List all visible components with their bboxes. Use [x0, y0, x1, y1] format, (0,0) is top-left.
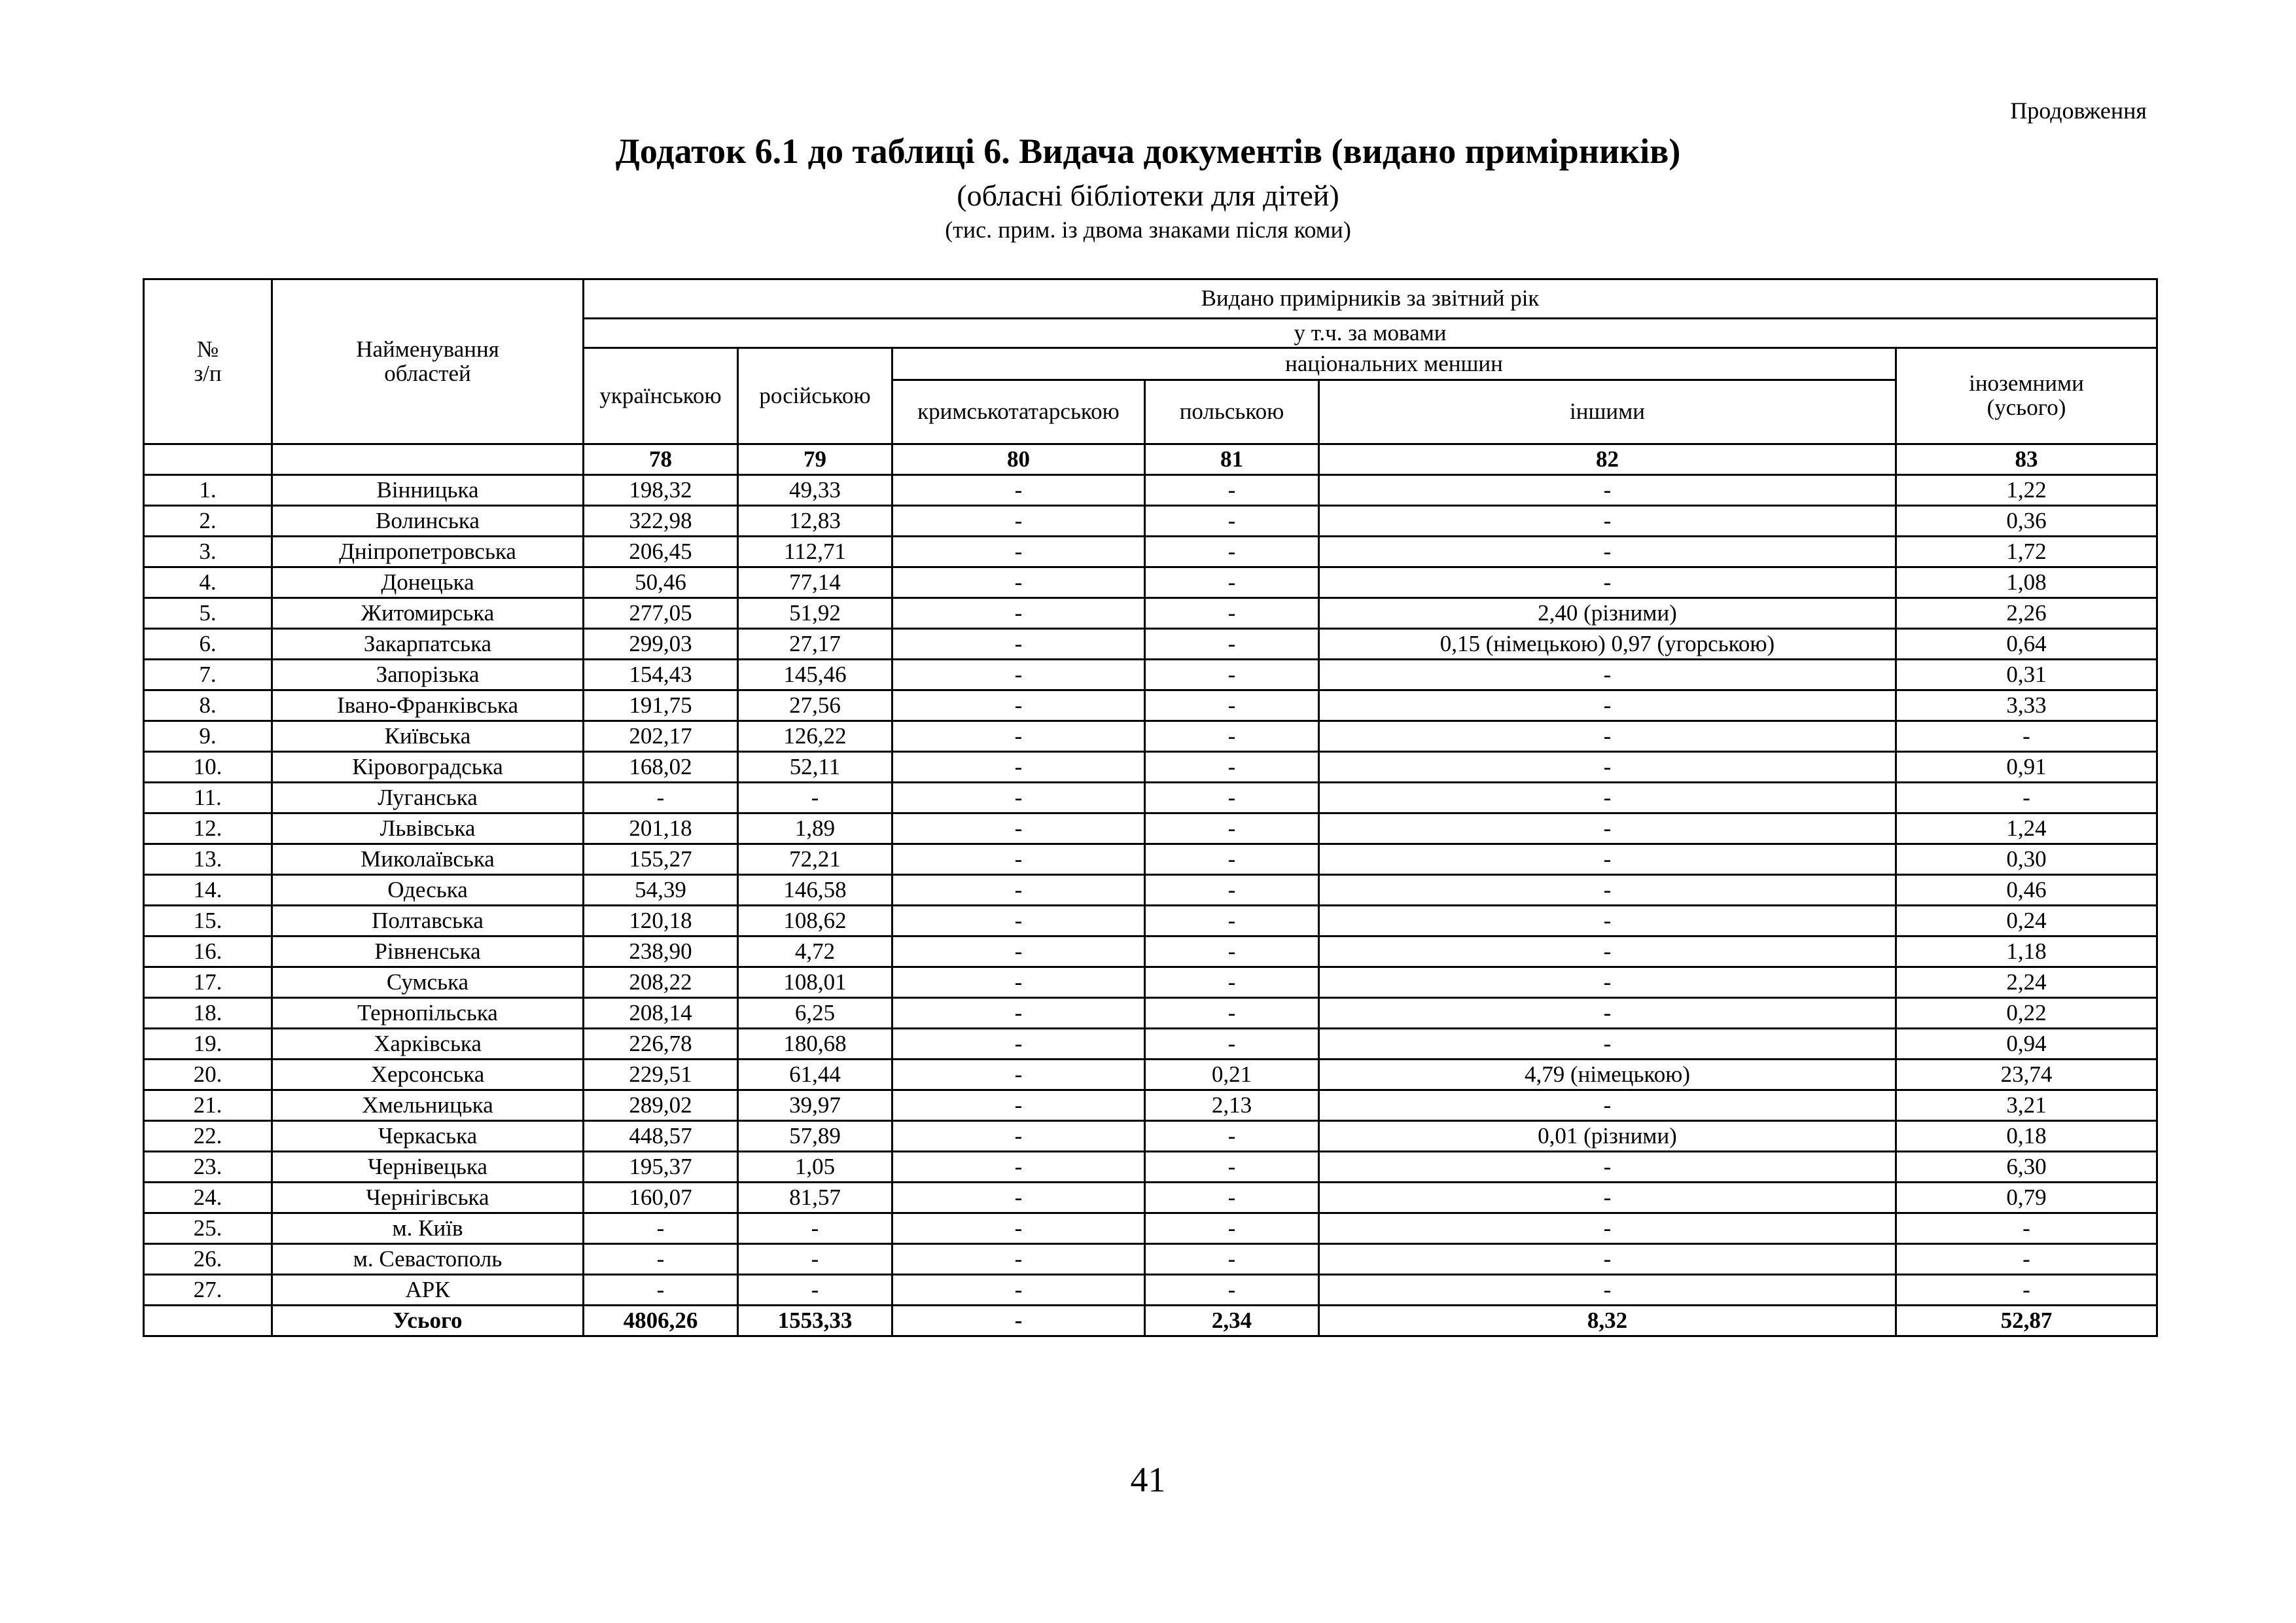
cell-polish: -	[1145, 721, 1319, 752]
cell-polish: -	[1145, 752, 1319, 783]
cell-ukrainian: 4806,26	[584, 1306, 738, 1336]
column-number: 82	[1319, 444, 1896, 475]
cell-polish: -	[1145, 875, 1319, 906]
cell-ukrainian: 277,05	[584, 598, 738, 629]
cell-region-name: Миколаївська	[272, 844, 584, 875]
cell-russian: 112,71	[738, 537, 892, 567]
table-row	[144, 1152, 2157, 1183]
cell-ukrainian: 155,27	[584, 844, 738, 875]
table-row	[144, 690, 2157, 721]
cell-other: 0,01 (різними)	[1319, 1121, 1896, 1152]
table-row	[144, 783, 2157, 813]
cell-other: -	[1319, 1029, 1896, 1060]
cell-region-name: м. Київ	[272, 1213, 584, 1244]
cell-foreign: 6,30	[1896, 1152, 2157, 1183]
cell-crimean-tatar: -	[892, 1029, 1145, 1060]
table-row	[144, 1060, 2157, 1090]
cell-foreign: 0,64	[1896, 629, 2157, 660]
cell-number: 20.	[144, 1060, 272, 1090]
cell-foreign: -	[1896, 1213, 2157, 1244]
cell-foreign: 3,33	[1896, 690, 2157, 721]
cell-ukrainian: 226,78	[584, 1029, 738, 1060]
table-row	[144, 1090, 2157, 1121]
cell-russian: 126,22	[738, 721, 892, 752]
cell-foreign: 0,31	[1896, 660, 2157, 690]
cell-number: 22.	[144, 1121, 272, 1152]
cell-number: 19.	[144, 1029, 272, 1060]
column-number-row	[144, 444, 2157, 475]
table-row	[144, 844, 2157, 875]
cell-other: -	[1319, 1275, 1896, 1306]
units-note: (тис. прим. із двома знаками після коми)	[945, 217, 1351, 243]
cell-other: -	[1319, 906, 1896, 936]
cell-polish: -	[1145, 506, 1319, 537]
header-crimean-tatar: кримськотатарською	[892, 380, 1145, 444]
header-foreign-line2: (усього)	[1987, 395, 2066, 420]
cell-other: -	[1319, 1183, 1896, 1213]
header-number-line1: №	[196, 336, 219, 362]
cell-region-name: м. Севастополь	[272, 1244, 584, 1275]
table-row	[144, 1275, 2157, 1306]
header-russian: російською	[738, 348, 892, 444]
cell-number: 12.	[144, 813, 272, 844]
cell-ukrainian: 191,75	[584, 690, 738, 721]
cell-other: -	[1319, 875, 1896, 906]
cell-foreign: 3,21	[1896, 1090, 2157, 1121]
cell-ukrainian: 289,02	[584, 1090, 738, 1121]
cell-polish: -	[1145, 598, 1319, 629]
cell-foreign: 1,18	[1896, 936, 2157, 967]
column-number: 81	[1145, 444, 1319, 475]
table-row	[144, 875, 2157, 906]
cell-polish: -	[1145, 537, 1319, 567]
cell-number: 3.	[144, 537, 272, 567]
header-number-line2: з/п	[194, 360, 222, 386]
table-row	[144, 1244, 2157, 1275]
column-number-blank	[272, 444, 584, 475]
cell-crimean-tatar: -	[892, 690, 1145, 721]
cell-ukrainian: -	[584, 783, 738, 813]
cell-polish: -	[1145, 475, 1319, 506]
cell-russian: 6,25	[738, 998, 892, 1029]
cell-region-name: Київська	[272, 721, 584, 752]
cell-crimean-tatar: -	[892, 752, 1145, 783]
cell-foreign: 0,22	[1896, 998, 2157, 1029]
cell-polish: -	[1145, 1275, 1319, 1306]
cell-number: 17.	[144, 967, 272, 998]
header-region-line1: Найменування	[356, 336, 499, 362]
cell-ukrainian: 229,51	[584, 1060, 738, 1090]
header-issued: Видано примірників за звітний рік	[584, 279, 2157, 319]
cell-ukrainian: 168,02	[584, 752, 738, 783]
header-minorities: національних меншин	[892, 348, 1896, 380]
cell-number: 23.	[144, 1152, 272, 1183]
cell-polish: -	[1145, 567, 1319, 598]
cell-region-name: Кіровоградська	[272, 752, 584, 783]
cell-foreign: 0,36	[1896, 506, 2157, 537]
header-ukrainian: українською	[584, 348, 738, 444]
cell-russian: 4,72	[738, 936, 892, 967]
cell-region-name: Запорізька	[272, 660, 584, 690]
cell-foreign: 0,79	[1896, 1183, 2157, 1213]
cell-polish: -	[1145, 629, 1319, 660]
cell-crimean-tatar: -	[892, 1275, 1145, 1306]
cell-foreign: -	[1896, 783, 2157, 813]
cell-number: 7.	[144, 660, 272, 690]
cell-polish: -	[1145, 998, 1319, 1029]
cell-other: -	[1319, 1213, 1896, 1244]
table-row	[144, 475, 2157, 506]
cell-polish: -	[1145, 1244, 1319, 1275]
cell-polish: -	[1145, 1121, 1319, 1152]
cell-region-name: Рівненська	[272, 936, 584, 967]
cell-ukrainian: 160,07	[584, 1183, 738, 1213]
cell-ukrainian: -	[584, 1213, 738, 1244]
cell-polish: -	[1145, 1183, 1319, 1213]
cell-number	[144, 1306, 272, 1336]
cell-polish: -	[1145, 813, 1319, 844]
column-number: 83	[1896, 444, 2157, 475]
cell-russian: 49,33	[738, 475, 892, 506]
cell-number: 10.	[144, 752, 272, 783]
header-by-language: у т.ч. за мовами	[584, 319, 2157, 348]
table-row	[144, 629, 2157, 660]
cell-foreign: 2,24	[1896, 967, 2157, 998]
cell-foreign: 0,46	[1896, 875, 2157, 906]
cell-polish: -	[1145, 690, 1319, 721]
cell-russian: 146,58	[738, 875, 892, 906]
cell-number: 24.	[144, 1183, 272, 1213]
header-polish: польською	[1145, 380, 1319, 444]
cell-russian: -	[738, 1213, 892, 1244]
cell-crimean-tatar: -	[892, 1213, 1145, 1244]
table-row	[144, 1121, 2157, 1152]
cell-number: 18.	[144, 998, 272, 1029]
cell-foreign: -	[1896, 721, 2157, 752]
cell-russian: 1553,33	[738, 1306, 892, 1336]
header-foreign	[1896, 348, 2157, 444]
cell-russian: 145,46	[738, 660, 892, 690]
cell-polish: -	[1145, 783, 1319, 813]
cell-ukrainian: 201,18	[584, 813, 738, 844]
cell-russian: 108,62	[738, 906, 892, 936]
table-row	[144, 537, 2157, 567]
cell-russian: -	[738, 783, 892, 813]
cell-crimean-tatar: -	[892, 506, 1145, 537]
cell-polish: 0,21	[1145, 1060, 1319, 1090]
cell-number: 25.	[144, 1213, 272, 1244]
cell-other: -	[1319, 936, 1896, 967]
cell-polish: -	[1145, 660, 1319, 690]
cell-region-name: Тернопільська	[272, 998, 584, 1029]
cell-polish: -	[1145, 1152, 1319, 1183]
cell-crimean-tatar: -	[892, 967, 1145, 998]
cell-russian: 39,97	[738, 1090, 892, 1121]
cell-region-name: Сумська	[272, 967, 584, 998]
cell-other: -	[1319, 783, 1896, 813]
cell-other: -	[1319, 537, 1896, 567]
cell-region-name: Чернівецька	[272, 1152, 584, 1183]
cell-ukrainian: 238,90	[584, 936, 738, 967]
cell-number: 27.	[144, 1275, 272, 1306]
cell-crimean-tatar: -	[892, 629, 1145, 660]
cell-russian: 12,83	[738, 506, 892, 537]
cell-other: -	[1319, 813, 1896, 844]
cell-region-name: Полтавська	[272, 906, 584, 936]
cell-polish: -	[1145, 1213, 1319, 1244]
cell-region-name: Донецька	[272, 567, 584, 598]
table-row	[144, 567, 2157, 598]
cell-crimean-tatar: -	[892, 1121, 1145, 1152]
cell-crimean-tatar: -	[892, 906, 1145, 936]
cell-ukrainian: 120,18	[584, 906, 738, 936]
cell-foreign: 2,26	[1896, 598, 2157, 629]
cell-region-name: Усього	[272, 1306, 584, 1336]
cell-ukrainian: 202,17	[584, 721, 738, 752]
column-number: 79	[738, 444, 892, 475]
cell-foreign: -	[1896, 1244, 2157, 1275]
cell-region-name: Львівська	[272, 813, 584, 844]
cell-other: -	[1319, 752, 1896, 783]
cell-russian: 77,14	[738, 567, 892, 598]
table-row	[144, 598, 2157, 629]
table-row	[144, 967, 2157, 998]
total-row	[144, 1306, 2157, 1336]
cell-other: -	[1319, 998, 1896, 1029]
cell-region-name: Дніпропетровська	[272, 537, 584, 567]
cell-crimean-tatar: -	[892, 660, 1145, 690]
cell-ukrainian: 195,37	[584, 1152, 738, 1183]
header-other: іншими	[1319, 380, 1896, 444]
cell-region-name: Хмельницька	[272, 1090, 584, 1121]
cell-polish: 2,13	[1145, 1090, 1319, 1121]
cell-crimean-tatar: -	[892, 783, 1145, 813]
cell-number: 6.	[144, 629, 272, 660]
cell-number: 5.	[144, 598, 272, 629]
cell-ukrainian: 208,22	[584, 967, 738, 998]
cell-ukrainian: 198,32	[584, 475, 738, 506]
cell-number: 21.	[144, 1090, 272, 1121]
cell-russian: 1,05	[738, 1152, 892, 1183]
cell-other: -	[1319, 721, 1896, 752]
cell-other: -	[1319, 660, 1896, 690]
cell-ukrainian: 448,57	[584, 1121, 738, 1152]
cell-number: 4.	[144, 567, 272, 598]
cell-crimean-tatar: -	[892, 1090, 1145, 1121]
cell-other: 2,40 (різними)	[1319, 598, 1896, 629]
cell-crimean-tatar: -	[892, 475, 1145, 506]
cell-crimean-tatar: -	[892, 844, 1145, 875]
cell-number: 9.	[144, 721, 272, 752]
table-row	[144, 721, 2157, 752]
cell-region-name: Черкаська	[272, 1121, 584, 1152]
table-row	[144, 752, 2157, 783]
cell-russian: 61,44	[738, 1060, 892, 1090]
header-region-line2: областей	[384, 360, 471, 386]
cell-ukrainian: 206,45	[584, 537, 738, 567]
cell-other: -	[1319, 567, 1896, 598]
cell-polish: -	[1145, 906, 1319, 936]
cell-region-name: Вінницька	[272, 475, 584, 506]
cell-other: 4,79 (німецькою)	[1319, 1060, 1896, 1090]
cell-polish: -	[1145, 936, 1319, 967]
cell-russian: 52,11	[738, 752, 892, 783]
cell-crimean-tatar: -	[892, 1244, 1145, 1275]
cell-number: 13.	[144, 844, 272, 875]
cell-polish: -	[1145, 1029, 1319, 1060]
header-number	[144, 279, 272, 444]
cell-polish: -	[1145, 967, 1319, 998]
cell-crimean-tatar: -	[892, 1152, 1145, 1183]
cell-other: -	[1319, 1152, 1896, 1183]
table-row	[144, 936, 2157, 967]
cell-other: -	[1319, 506, 1896, 537]
table-row	[144, 1029, 2157, 1060]
cell-russian: 51,92	[738, 598, 892, 629]
cell-ukrainian: 322,98	[584, 506, 738, 537]
table-row	[144, 998, 2157, 1029]
cell-foreign: 0,30	[1896, 844, 2157, 875]
cell-crimean-tatar: -	[892, 998, 1145, 1029]
cell-crimean-tatar: -	[892, 537, 1145, 567]
continuation-label: Продовження	[2010, 98, 2147, 124]
cell-russian: 1,89	[738, 813, 892, 844]
cell-region-name: Івано-Франківська	[272, 690, 584, 721]
document-title: Додаток 6.1 до таблиці 6. Видача документів (видано примірників)	[615, 132, 1681, 171]
table-row	[144, 906, 2157, 936]
table-row	[144, 1213, 2157, 1244]
cell-polish: 2,34	[1145, 1306, 1319, 1336]
cell-crimean-tatar: -	[892, 1183, 1145, 1213]
table-row	[144, 506, 2157, 537]
cell-number: 15.	[144, 906, 272, 936]
cell-ukrainian: -	[584, 1275, 738, 1306]
cell-foreign: 1,08	[1896, 567, 2157, 598]
header-region-name	[272, 279, 584, 444]
cell-crimean-tatar: -	[892, 1060, 1145, 1090]
cell-number: 26.	[144, 1244, 272, 1275]
cell-crimean-tatar: -	[892, 567, 1145, 598]
page-number: 41	[1130, 1460, 1166, 1499]
cell-ukrainian: 54,39	[584, 875, 738, 906]
cell-crimean-tatar: -	[892, 936, 1145, 967]
cell-foreign: 0,24	[1896, 906, 2157, 936]
document-issuance-table	[143, 278, 2158, 1337]
cell-region-name: Житомирська	[272, 598, 584, 629]
cell-crimean-tatar: -	[892, 721, 1145, 752]
cell-russian: -	[738, 1244, 892, 1275]
cell-region-name: Чернігівська	[272, 1183, 584, 1213]
cell-foreign: -	[1896, 1275, 2157, 1306]
cell-russian: 27,17	[738, 629, 892, 660]
cell-region-name: АРК	[272, 1275, 584, 1306]
column-number: 80	[892, 444, 1145, 475]
table-row	[144, 660, 2157, 690]
cell-ukrainian: 50,46	[584, 567, 738, 598]
cell-foreign: 23,74	[1896, 1060, 2157, 1090]
cell-other: 8,32	[1319, 1306, 1896, 1336]
column-number: 78	[584, 444, 738, 475]
cell-foreign: 52,87	[1896, 1306, 2157, 1336]
header-foreign-line1: іноземними	[1969, 370, 2084, 397]
cell-russian: -	[738, 1275, 892, 1306]
cell-crimean-tatar: -	[892, 813, 1145, 844]
cell-ukrainian: -	[584, 1244, 738, 1275]
cell-region-name: Луганська	[272, 783, 584, 813]
cell-region-name: Одеська	[272, 875, 584, 906]
cell-foreign: 1,72	[1896, 537, 2157, 567]
cell-crimean-tatar: -	[892, 1306, 1145, 1336]
cell-ukrainian: 208,14	[584, 998, 738, 1029]
column-number-blank	[144, 444, 272, 475]
cell-ukrainian: 154,43	[584, 660, 738, 690]
cell-other: -	[1319, 690, 1896, 721]
cell-russian: 72,21	[738, 844, 892, 875]
cell-other: -	[1319, 844, 1896, 875]
table-body	[144, 475, 2157, 1336]
cell-region-name: Волинська	[272, 506, 584, 537]
cell-ukrainian: 299,03	[584, 629, 738, 660]
cell-number: 14.	[144, 875, 272, 906]
cell-region-name: Закарпатська	[272, 629, 584, 660]
cell-russian: 27,56	[738, 690, 892, 721]
cell-crimean-tatar: -	[892, 875, 1145, 906]
cell-foreign: 0,94	[1896, 1029, 2157, 1060]
cell-crimean-tatar: -	[892, 598, 1145, 629]
cell-russian: 108,01	[738, 967, 892, 998]
cell-other: 0,15 (німецькою) 0,97 (угорською)	[1319, 629, 1896, 660]
cell-russian: 81,57	[738, 1183, 892, 1213]
cell-foreign: 0,18	[1896, 1121, 2157, 1152]
cell-russian: 57,89	[738, 1121, 892, 1152]
table-row	[144, 813, 2157, 844]
cell-other: -	[1319, 1244, 1896, 1275]
cell-foreign: 0,91	[1896, 752, 2157, 783]
cell-foreign: 1,24	[1896, 813, 2157, 844]
cell-region-name: Харківська	[272, 1029, 584, 1060]
cell-number: 2.	[144, 506, 272, 537]
cell-foreign: 1,22	[1896, 475, 2157, 506]
cell-polish: -	[1145, 844, 1319, 875]
cell-number: 11.	[144, 783, 272, 813]
cell-region-name: Херсонська	[272, 1060, 584, 1090]
table-row	[144, 1183, 2157, 1213]
cell-other: -	[1319, 1090, 1896, 1121]
cell-russian: 180,68	[738, 1029, 892, 1060]
cell-number: 1.	[144, 475, 272, 506]
cell-number: 16.	[144, 936, 272, 967]
cell-other: -	[1319, 967, 1896, 998]
document-subtitle: (обласні бібліотеки для дітей)	[957, 179, 1339, 212]
cell-number: 8.	[144, 690, 272, 721]
cell-other: -	[1319, 475, 1896, 506]
